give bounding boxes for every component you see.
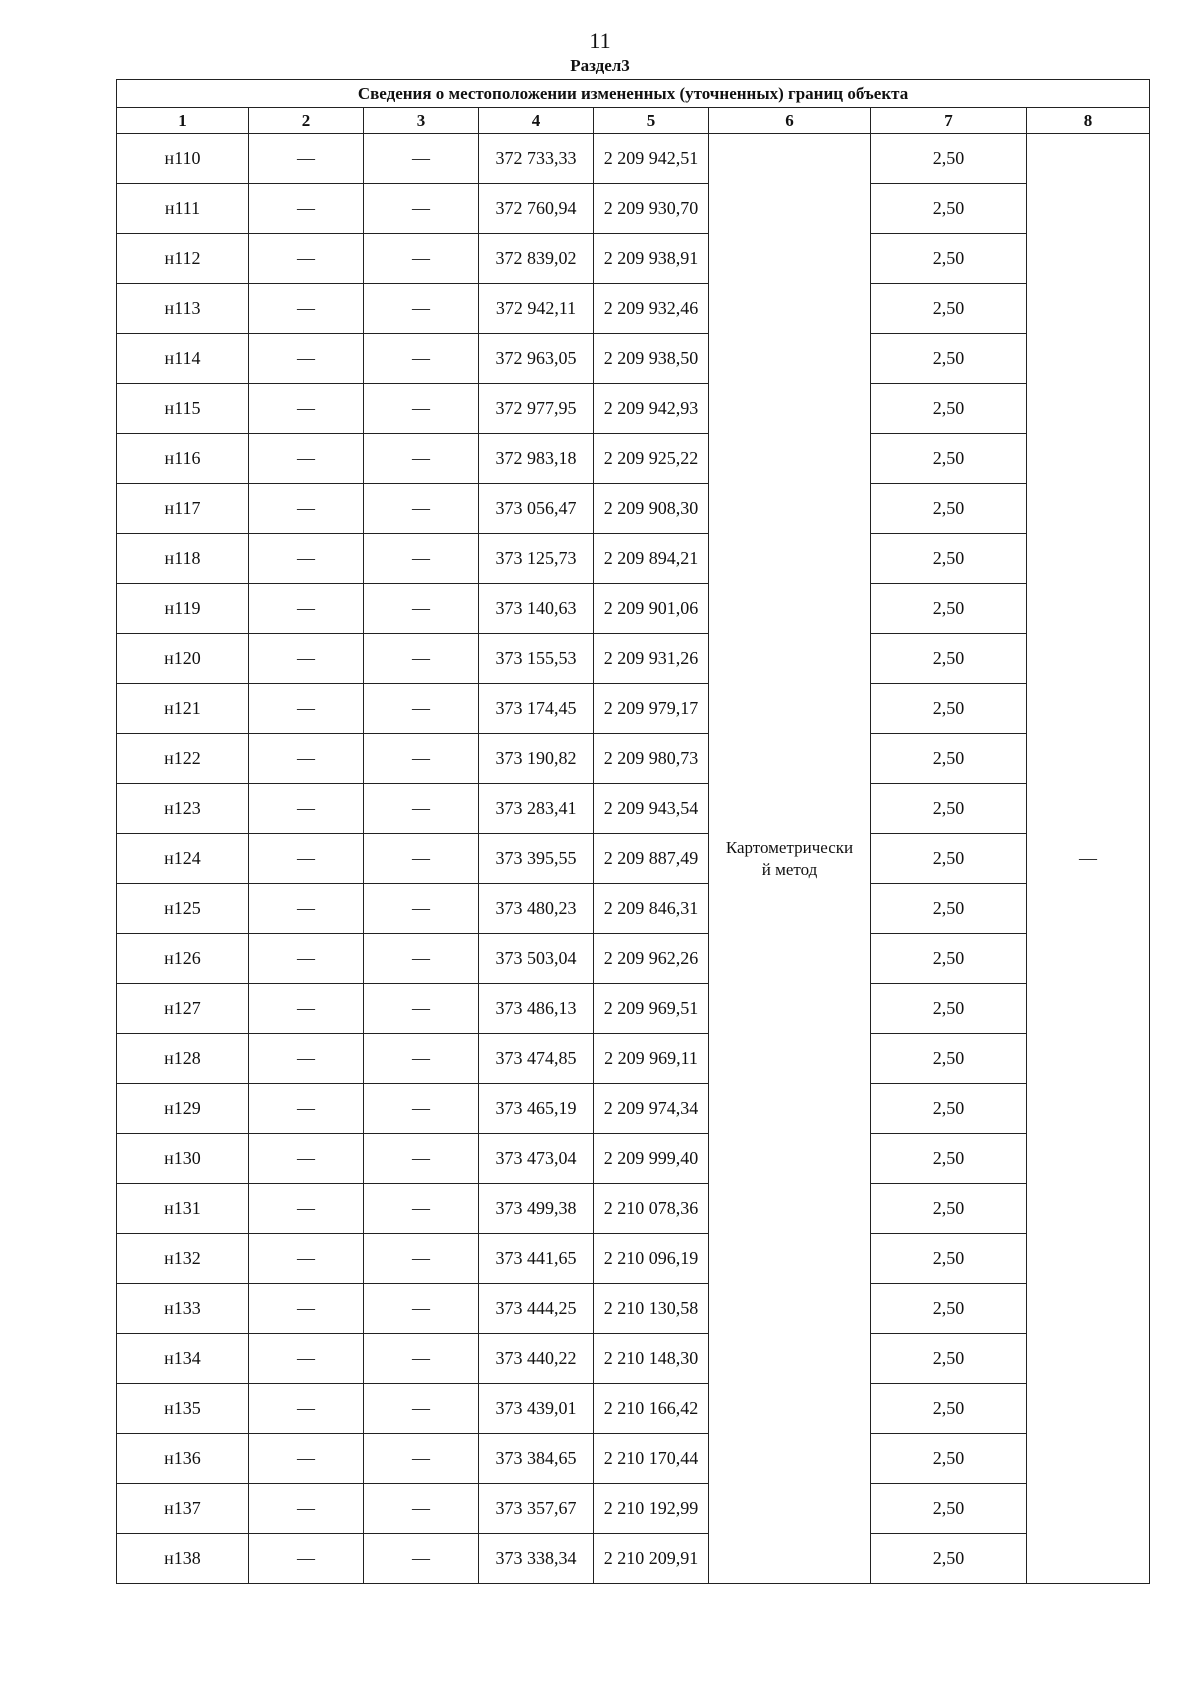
x-coordinate-cell: 373 190,82	[479, 734, 594, 784]
table-row	[117, 1484, 1150, 1534]
accuracy-cell: 2,50	[871, 134, 1027, 184]
x-coordinate-cell: 373 465,19	[479, 1084, 594, 1134]
point-label-cell: н118	[117, 534, 249, 584]
x-coordinate-cell: 373 503,04	[479, 934, 594, 984]
y-coordinate-cell: 2 209 969,51	[594, 984, 709, 1034]
column-3-cell: —	[364, 184, 479, 234]
accuracy-cell: 2,50	[871, 234, 1027, 284]
column-2-cell: —	[249, 234, 364, 284]
y-coordinate-cell: 2 209 974,34	[594, 1084, 709, 1134]
accuracy-cell: 2,50	[871, 1484, 1027, 1534]
point-label-cell: н115	[117, 384, 249, 434]
accuracy-cell: 2,50	[871, 834, 1027, 884]
y-coordinate-cell: 2 210 130,58	[594, 1284, 709, 1334]
table-row	[117, 734, 1150, 784]
x-coordinate-cell: 373 384,65	[479, 1434, 594, 1484]
column-3-cell: —	[364, 984, 479, 1034]
x-coordinate-cell: 372 983,18	[479, 434, 594, 484]
x-coordinate-cell: 373 338,34	[479, 1534, 594, 1584]
column-3-cell: —	[364, 684, 479, 734]
accuracy-cell: 2,50	[871, 1134, 1027, 1184]
table-row	[117, 384, 1150, 434]
column-2-cell: —	[249, 1034, 364, 1084]
table-row	[117, 1034, 1150, 1084]
accuracy-cell: 2,50	[871, 184, 1027, 234]
column-number: 1	[117, 108, 249, 134]
column-3-cell: —	[364, 784, 479, 834]
table-row	[117, 584, 1150, 634]
y-coordinate-cell: 2 209 943,54	[594, 784, 709, 834]
y-coordinate-cell: 2 210 209,91	[594, 1534, 709, 1584]
table-row	[117, 1334, 1150, 1384]
y-coordinate-cell: 2 210 096,19	[594, 1234, 709, 1284]
accuracy-cell: 2,50	[871, 734, 1027, 784]
column-2-cell: —	[249, 384, 364, 434]
column-3-cell: —	[364, 1034, 479, 1084]
column-number: 6	[709, 108, 871, 134]
point-label-cell: н113	[117, 284, 249, 334]
x-coordinate-cell: 373 155,53	[479, 634, 594, 684]
point-label-cell: н112	[117, 234, 249, 284]
point-label-cell: н122	[117, 734, 249, 784]
column-3-cell: —	[364, 1284, 479, 1334]
column-8-cell: —	[1027, 134, 1150, 1584]
accuracy-cell: 2,50	[871, 684, 1027, 734]
accuracy-cell: 2,50	[871, 584, 1027, 634]
column-2-cell: —	[249, 534, 364, 584]
y-coordinate-cell: 2 209 887,49	[594, 834, 709, 884]
column-2-cell: —	[249, 1234, 364, 1284]
column-3-cell: —	[364, 884, 479, 934]
point-label-cell: н136	[117, 1434, 249, 1484]
accuracy-cell: 2,50	[871, 534, 1027, 584]
column-2-cell: —	[249, 1084, 364, 1134]
accuracy-cell: 2,50	[871, 284, 1027, 334]
x-coordinate-cell: 373 125,73	[479, 534, 594, 584]
column-3-cell: —	[364, 1084, 479, 1134]
column-3-cell: —	[364, 1434, 479, 1484]
x-coordinate-cell: 373 395,55	[479, 834, 594, 884]
point-label-cell: н120	[117, 634, 249, 684]
y-coordinate-cell: 2 209 930,70	[594, 184, 709, 234]
accuracy-cell: 2,50	[871, 434, 1027, 484]
table-row	[117, 234, 1150, 284]
table-row	[117, 1234, 1150, 1284]
accuracy-cell: 2,50	[871, 1434, 1027, 1484]
x-coordinate-cell: 372 977,95	[479, 384, 594, 434]
point-label-cell: н124	[117, 834, 249, 884]
column-2-cell: —	[249, 134, 364, 184]
y-coordinate-cell: 2 209 846,31	[594, 884, 709, 934]
point-label-cell: н123	[117, 784, 249, 834]
x-coordinate-cell: 372 839,02	[479, 234, 594, 284]
column-3-cell: —	[364, 934, 479, 984]
column-2-cell: —	[249, 684, 364, 734]
x-coordinate-cell: 373 439,01	[479, 1384, 594, 1434]
x-coordinate-cell: 373 283,41	[479, 784, 594, 834]
table-row	[117, 1434, 1150, 1484]
table-row	[117, 1134, 1150, 1184]
y-coordinate-cell: 2 210 148,30	[594, 1334, 709, 1384]
method-cell	[709, 134, 871, 1584]
point-label-cell: н130	[117, 1134, 249, 1184]
accuracy-cell: 2,50	[871, 484, 1027, 534]
table-row	[117, 1384, 1150, 1434]
table-row	[117, 534, 1150, 584]
column-number: 5	[594, 108, 709, 134]
point-label-cell: н117	[117, 484, 249, 534]
method-text-line-1: Картометрически	[725, 837, 854, 857]
accuracy-cell: 2,50	[871, 984, 1027, 1034]
column-3-cell: —	[364, 284, 479, 334]
column-2-cell: —	[249, 884, 364, 934]
table-row	[117, 834, 1150, 884]
table-row	[117, 934, 1150, 984]
accuracy-cell: 2,50	[871, 1534, 1027, 1584]
method-text-line-2: й метод	[761, 859, 818, 879]
x-coordinate-cell: 373 174,45	[479, 684, 594, 734]
column-2-cell: —	[249, 1134, 364, 1184]
table-row	[117, 1284, 1150, 1334]
x-coordinate-cell: 373 474,85	[479, 1034, 594, 1084]
point-label-cell: н131	[117, 1184, 249, 1234]
column-3-cell: —	[364, 734, 479, 784]
column-2-cell: —	[249, 1484, 364, 1534]
column-2-cell: —	[249, 1334, 364, 1384]
y-coordinate-cell: 2 209 979,17	[594, 684, 709, 734]
table-row	[117, 784, 1150, 834]
column-number: 2	[249, 108, 364, 134]
column-3-cell: —	[364, 484, 479, 534]
column-3-cell: —	[364, 534, 479, 584]
y-coordinate-cell: 2 209 942,51	[594, 134, 709, 184]
x-coordinate-cell: 373 486,13	[479, 984, 594, 1034]
point-label-cell: н126	[117, 934, 249, 984]
x-coordinate-cell: 373 056,47	[479, 484, 594, 534]
point-label-cell: н116	[117, 434, 249, 484]
point-label-cell: н138	[117, 1534, 249, 1584]
table-row	[117, 984, 1150, 1034]
table-row	[117, 334, 1150, 384]
column-2-cell: —	[249, 1184, 364, 1234]
accuracy-cell: 2,50	[871, 884, 1027, 934]
y-coordinate-cell: 2 209 925,22	[594, 434, 709, 484]
accuracy-cell: 2,50	[871, 934, 1027, 984]
y-coordinate-cell: 2 210 078,36	[594, 1184, 709, 1234]
accuracy-cell: 2,50	[871, 784, 1027, 834]
table-row	[117, 434, 1150, 484]
column-2-cell: —	[249, 934, 364, 984]
table-row	[117, 634, 1150, 684]
y-coordinate-cell: 2 209 962,26	[594, 934, 709, 984]
table-row	[117, 284, 1150, 334]
page-number: 11	[589, 28, 611, 53]
column-number-row	[117, 108, 1150, 134]
y-coordinate-cell: 2 209 931,26	[594, 634, 709, 684]
column-3-cell: —	[364, 584, 479, 634]
y-coordinate-cell: 2 210 192,99	[594, 1484, 709, 1534]
point-label-cell: н111	[117, 184, 249, 234]
point-label-cell: н134	[117, 1334, 249, 1384]
x-coordinate-cell: 372 733,33	[479, 134, 594, 184]
table-row	[117, 184, 1150, 234]
accuracy-cell: 2,50	[871, 384, 1027, 434]
column-2-cell: —	[249, 1384, 364, 1434]
table-row	[117, 1534, 1150, 1584]
column-2-cell: —	[249, 434, 364, 484]
accuracy-cell: 2,50	[871, 1234, 1027, 1284]
point-label-cell: н137	[117, 1484, 249, 1534]
x-coordinate-cell: 373 499,38	[479, 1184, 594, 1234]
accuracy-cell: 2,50	[871, 1334, 1027, 1384]
column-number: 8	[1027, 108, 1150, 134]
column-2-cell: —	[249, 284, 364, 334]
table-row	[117, 884, 1150, 934]
column-3-cell: —	[364, 1334, 479, 1384]
column-3-cell: —	[364, 834, 479, 884]
y-coordinate-cell: 2 209 942,93	[594, 384, 709, 434]
x-coordinate-cell: 372 963,05	[479, 334, 594, 384]
column-2-cell: —	[249, 584, 364, 634]
point-label-cell: н110	[117, 134, 249, 184]
table-row	[117, 134, 1150, 184]
x-coordinate-cell: 372 760,94	[479, 184, 594, 234]
column-2-cell: —	[249, 634, 364, 684]
column-3-cell: —	[364, 434, 479, 484]
column-2-cell: —	[249, 184, 364, 234]
y-coordinate-cell: 2 209 938,91	[594, 234, 709, 284]
point-label-cell: н133	[117, 1284, 249, 1334]
column-3-cell: —	[364, 634, 479, 684]
x-coordinate-cell: 373 473,04	[479, 1134, 594, 1184]
y-coordinate-cell: 2 210 170,44	[594, 1434, 709, 1484]
point-label-cell: н114	[117, 334, 249, 384]
column-2-cell: —	[249, 1284, 364, 1334]
column-number: 3	[364, 108, 479, 134]
x-coordinate-cell: 372 942,11	[479, 284, 594, 334]
accuracy-cell: 2,50	[871, 1284, 1027, 1334]
y-coordinate-cell: 2 210 166,42	[594, 1384, 709, 1434]
column-2-cell: —	[249, 734, 364, 784]
column-2-cell: —	[249, 1434, 364, 1484]
y-coordinate-cell: 2 209 894,21	[594, 534, 709, 584]
table-row	[117, 1184, 1150, 1234]
column-number: 4	[479, 108, 594, 134]
section-title: Раздел3	[570, 56, 630, 75]
column-3-cell: —	[364, 384, 479, 434]
x-coordinate-cell: 373 140,63	[479, 584, 594, 634]
point-label-cell: н127	[117, 984, 249, 1034]
accuracy-cell: 2,50	[871, 334, 1027, 384]
accuracy-cell: 2,50	[871, 1184, 1027, 1234]
column-2-cell: —	[249, 784, 364, 834]
x-coordinate-cell: 373 444,25	[479, 1284, 594, 1334]
point-label-cell: н132	[117, 1234, 249, 1284]
accuracy-cell: 2,50	[871, 1034, 1027, 1084]
column-3-cell: —	[364, 1134, 479, 1184]
boundary-coordinates-table	[116, 79, 1150, 1584]
point-label-cell: н128	[117, 1034, 249, 1084]
column-3-cell: —	[364, 1384, 479, 1434]
column-2-cell: —	[249, 484, 364, 534]
table-row	[117, 1084, 1150, 1134]
accuracy-cell: 2,50	[871, 634, 1027, 684]
table-caption: Сведения о местоположении измененных (уточненных) границ объекта	[117, 80, 1150, 108]
point-label-cell: н125	[117, 884, 249, 934]
column-3-cell: —	[364, 1534, 479, 1584]
y-coordinate-cell: 2 209 908,30	[594, 484, 709, 534]
column-3-cell: —	[364, 234, 479, 284]
x-coordinate-cell: 373 440,22	[479, 1334, 594, 1384]
point-label-cell: н119	[117, 584, 249, 634]
column-2-cell: —	[249, 984, 364, 1034]
table-row	[117, 484, 1150, 534]
column-3-cell: —	[364, 134, 479, 184]
point-label-cell: н135	[117, 1384, 249, 1434]
x-coordinate-cell: 373 357,67	[479, 1484, 594, 1534]
column-2-cell: —	[249, 334, 364, 384]
column-3-cell: —	[364, 334, 479, 384]
x-coordinate-cell: 373 480,23	[479, 884, 594, 934]
table-row	[117, 684, 1150, 734]
accuracy-cell: 2,50	[871, 1084, 1027, 1134]
y-coordinate-cell: 2 209 999,40	[594, 1134, 709, 1184]
column-number: 7	[871, 108, 1027, 134]
y-coordinate-cell: 2 209 901,06	[594, 584, 709, 634]
column-3-cell: —	[364, 1184, 479, 1234]
column-2-cell: —	[249, 834, 364, 884]
point-label-cell: н129	[117, 1084, 249, 1134]
y-coordinate-cell: 2 209 980,73	[594, 734, 709, 784]
y-coordinate-cell: 2 209 932,46	[594, 284, 709, 334]
column-2-cell: —	[249, 1534, 364, 1584]
x-coordinate-cell: 373 441,65	[479, 1234, 594, 1284]
accuracy-cell: 2,50	[871, 1384, 1027, 1434]
point-label-cell: н121	[117, 684, 249, 734]
column-3-cell: —	[364, 1484, 479, 1534]
y-coordinate-cell: 2 209 969,11	[594, 1034, 709, 1084]
y-coordinate-cell: 2 209 938,50	[594, 334, 709, 384]
column-3-cell: —	[364, 1234, 479, 1284]
